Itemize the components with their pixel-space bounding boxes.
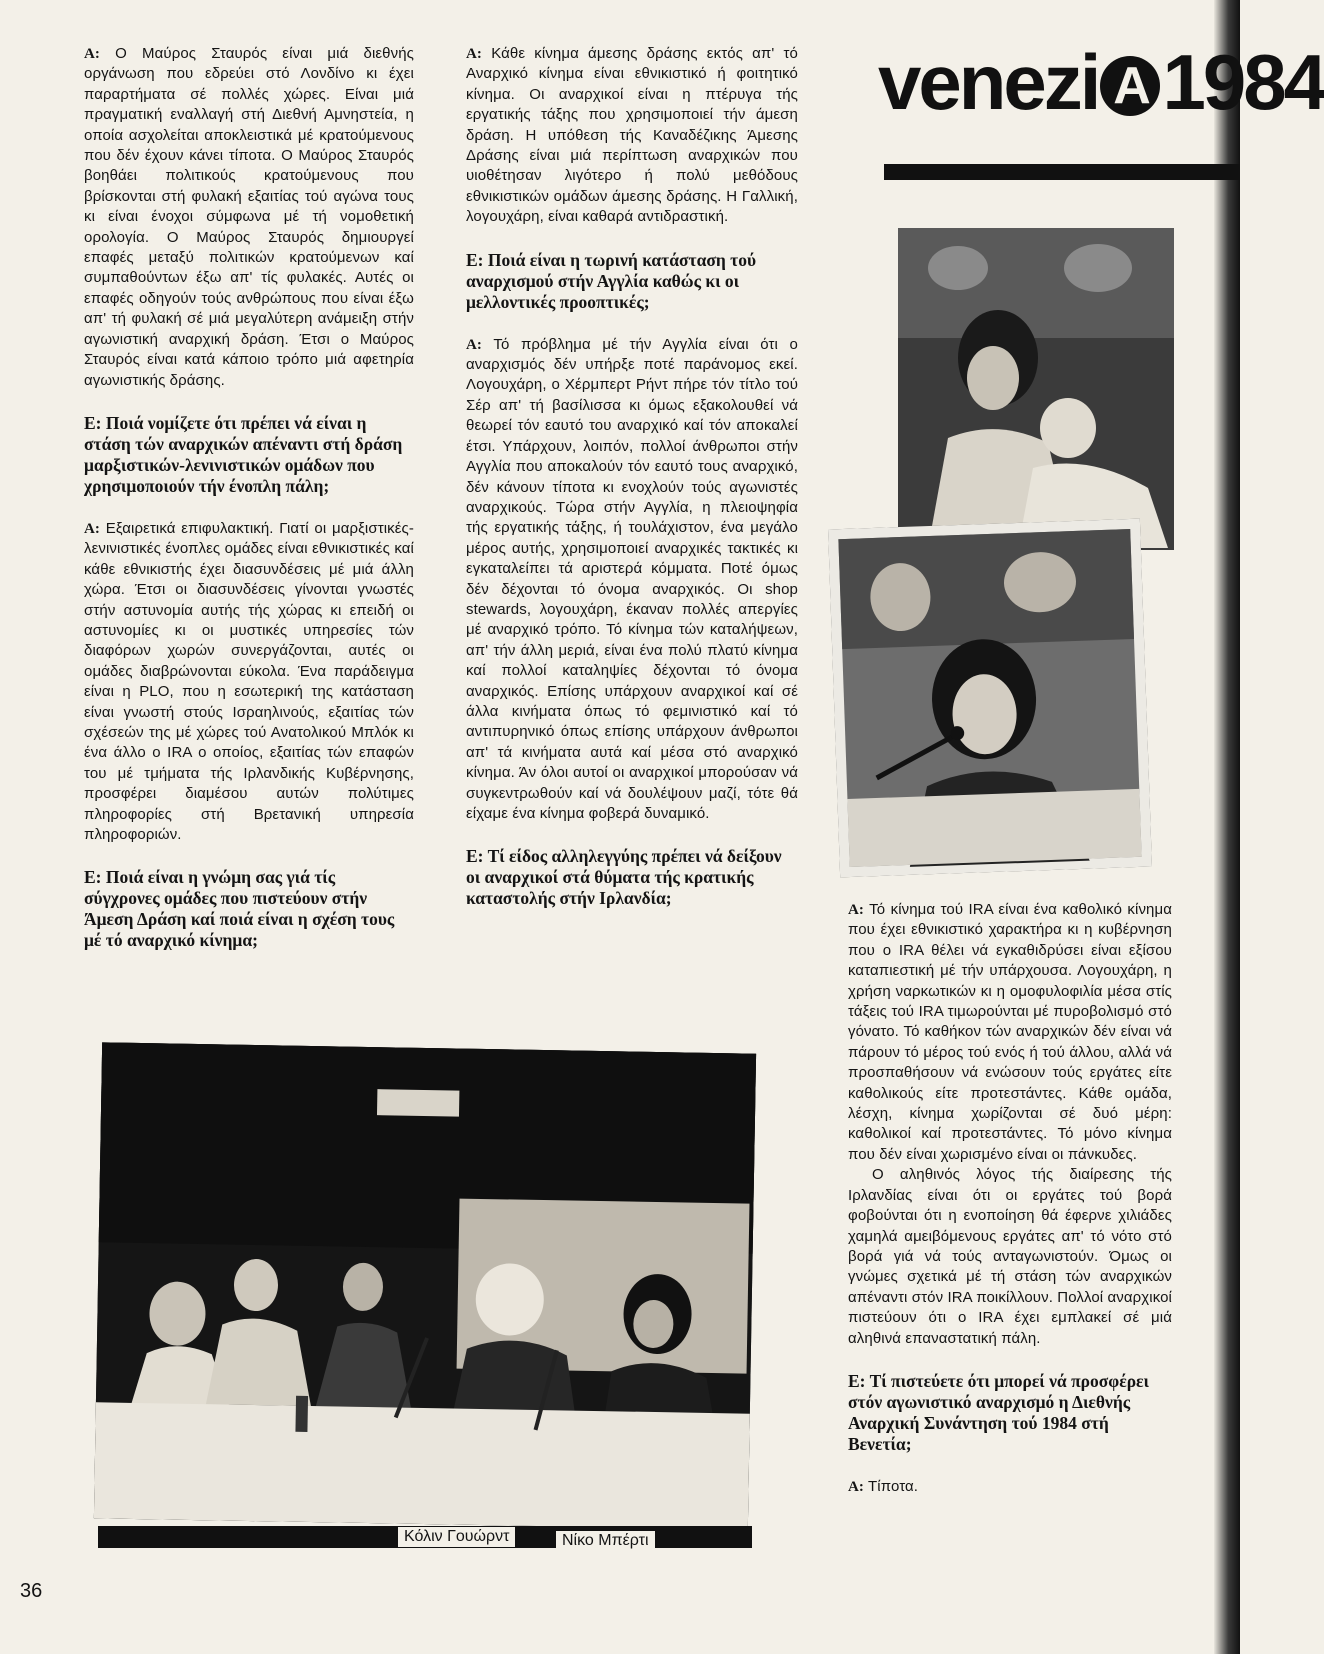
question-paragraph: [466, 250, 798, 313]
venezia-1984-logo: venezi A 1984: [878, 38, 1324, 126]
answer-text: Εξαιρετικά επιφυλακτική. Γιατί οι μαρξιστικές-λενινιστικές ένοπλες ομάδες είναι εθνικιστικές καί κάθε εθνικιστής έχει διασυνδέσεις μέ μιά άλλη χώρα. Έτσι οι διασυνδέσεις γίνονται γνωστές στήν αστυνομία αυτής τής χώρας κι επειδή οι αστυνομίες κι οι μυστικές υπηρεσίες τών διαφόρων χωρών συνεργάζονται, αυτές οι ομάδες διαβρώνονται εύκολα. Ένα παράδειγμα είναι η PLO, που η εσωτερική της κατάσταση είναι γνωστή στούς Ισραηλινούς, εξαιτίας τών σχέσεών της μέ χώρες τού Ανατολικού Μπλόκ κι ένα άλλο ο IRA ο οποίος, εξαιτίας τών επαφών του μέ τμήματα τής Ιρλανδικής Κυβέρνησης, προσφέρει διαμέσου αυτών πολύτιμες πληροφορίες στή Βρετανική υπηρεσία πληροφοριών.: [84, 519, 414, 843]
question-text: Ποιά είναι η γνώμη σας γιά τίς σύγχρονες ομάδες που πιστεύουν στήν Άμεση Δράση καί ποιά είναι η σχέση τους μέ τό αναρχικό κίνημα;: [84, 867, 395, 951]
speaker-label: Α:: [848, 902, 865, 918]
answer-paragraph: [848, 1477, 1172, 1497]
question-paragraph: [84, 413, 414, 497]
answer-paragraph: [84, 44, 414, 391]
speaker-label: Ε:: [466, 846, 484, 867]
column-3: [848, 900, 1172, 1497]
header-rule: [884, 164, 1240, 180]
question-text: Τί είδος αλληλεγγύης πρέπει νά δείξουν οι αναρχικοί στά θύματα τής κρατικής καταστολής στήν Ιρλανδία;: [466, 846, 782, 909]
column-2: [466, 44, 798, 909]
speaker-label: Ε:: [84, 412, 102, 433]
photo-woman-at-microphone: [828, 519, 1152, 878]
speaker-label: Α:: [466, 336, 483, 353]
photo-mother-with-baby: [898, 228, 1174, 550]
answer-paragraph: [84, 519, 414, 846]
speaker-label: Α:: [84, 520, 101, 537]
speaker-label: Α:: [466, 46, 483, 62]
answer-paragraph: [848, 1165, 1172, 1349]
caption-left: Κόλιν Γουώρντ: [398, 1527, 515, 1547]
caption-right: Νίκο Μπέρτι: [556, 1531, 655, 1551]
speaker-label: Ε:: [466, 249, 484, 270]
answer-text: Ο αληθινός λόγος τής διαίρεσης τής Ιρλανδίας είναι ότι οι εργάτες τού βορά φοβούνται ότι η ενοποίηση θά έφερνε χιλιάδες χαμηλά αμειβόμενους εργάτες απ' τό νότο στό βορά γιά νά τούς ανταγωνιστούν. Όμως οι γνώμες σχετικά μέ τή στάση τών αναρχικών απέναντι στόν IRA ποικίλλουν. Πολλοί αναρχικοί πιστεύουν ότι ο IRA έχει εμπλακεί σέ μιά αληθινά επαναστατική πάλη.: [848, 1166, 1172, 1347]
answer-paragraph: [848, 900, 1172, 1165]
question-paragraph: [466, 846, 798, 909]
answer-text: Τό κίνημα τού IRA είναι ένα καθολικό κίνημα που έχει εθνικιστικό χαρακτήρα κι η κυβέρνηση που ο IRA θέλει νά εγκαθιδρύσει είναι εξίσου καταπιεστική μέ τήν υπάρχουσα. Λογουχάρη, η χρήση ναρκωτικών κι η ομοφυλοφιλία μέσα στίς τάξεις τού IRA τιμωρούνται μέ πυροβολισμό στό γόνατο. Τό καθήκον τών αναρχικών δέν είναι νά πάρουν τό μέρος τού ενός ή τού άλλου, αλλά νά προσπαθήσουν νά ενώσουν τούς εργάτες είτε καθολικούς είτε προτεστάντες. Κάθε ομάδα, λέσχη, κίνημα χωρίζονται σέ δυό μέρη: καθολικοί καί προτεστάντες. Τό μόνο κίνημα που δέν είναι χωρισμένο είναι οι πάνκυδες.: [848, 901, 1172, 1163]
answer-text: Κάθε κίνημα άμεσης δράσης εκτός απ' τό Αναρχικό κίνημα είναι εθνικιστικό ή φοιτητικό κίνημα. Οι αναρχικοί είναι η πτέρυγα τής εργατικής τάξης που χρησιμοποιεί τήν άμεση δράση. Η υπόθεση τής Καναδέζικης Άμεσης Δράσης είναι μιά περίπτωση αναρχικών που υιοθέτησαν λιγότερο ή πολύ μεθόδους εθνικιστικών ομάδων άμεσης δράσης. Η Γαλλική, λογουχάρη, είναι καθαρά αντιδραστική.: [466, 45, 798, 226]
answer-text: Τό πρόβλημα μέ τήν Αγγλία είναι ότι ο αναρχισμός δέν υπήρξε ποτέ παράνομος εκεί. Λογουχάρη, ο Χέρμπερτ Ρήντ πήρε τόν τίτλο τού Σέρ απ' τή βασίλισσα κι όμως εξακολουθεί νά θεωρεί τόν εαυτό του αναρχικό καί τόν αποκαλεί έτσι. Υπάρχουν, λοιπόν, πολλοί άνθρωποι στήν Αγγλία που αποκαλούν τόν εαυτό τους αναρχικό, δέν κάνουν τίποτα κι ενοχλούν τούς αγωνιστές αναρχικούς. Τώρα στήν Αγγλία, η πλειοψηφία τής εργατικής τάξης, ή τουλάχιστον, ένα μεγάλο μέρος αυτής, χρησιμοποιεί αναρχικές τακτικές κι εγκαταλείπει τά αριστερά κόμματα. Ποτέ όμως δέν δέχονται τό όνομα αναρχικός. Οι shop stewards, λογουχάρη, έκαναν πολλές απεργίες μέ αναρχικό τρόπο. Τό κίνημα τών καταλήψεων, απ' τήν άλλη μεριά, είναι ένα πολύ πλατύ κίνημα καί πολλοί καταληψίες δέχονται τό όνομα αναρχικός. Επίσης υπάρχουν αναρχικοί καί σέ άλλα κινήματα όπως τό φεμινιστικό καί τό αντιπυρηνικό όπως επίσης υπάρχουν άνθρωποι απ' τά κινήματα αυτά καί μέσα στό αναρχικό κίνημα. Άν όλοι αυτοί οι αναρχικοί μπορούσαν νά συγκεντρωθούν καί νά δουλέψουν μαζί, τότε θά είχαμε ένα κίνημα φοβερά δυναμικό.: [466, 335, 799, 822]
speaker-label: Ε:: [84, 867, 102, 888]
question-paragraph: [848, 1371, 1172, 1455]
answer-paragraph: [466, 335, 798, 825]
speaker-label: Α:: [848, 1478, 865, 1495]
anarchy-a-icon: A: [1100, 56, 1160, 116]
question-paragraph: [84, 867, 414, 951]
answer-paragraph: [466, 44, 798, 228]
page-number: 36: [20, 1580, 43, 1602]
speaker-label: Α:: [84, 46, 101, 62]
answer-text: Ο Μαύρος Σταυρός είναι μιά διεθνής οργάνωση που εδρεύει στό Λονδίνο κι έχει παραρτήματα σέ πολλές χώρες. Είναι μιά πραγματική εναλλαγή στή Διεθνή Αμνηστεία, η οποία ασχολείται αποκλειστικά μέ κρατούμενους που δέν έχουν κάνει τίποτα. Ο Μαύρος Σταυρός βοηθάει πολιτικούς κρατούμενους που βρίσκονται στή φυλακή εξαιτίας τού αγώνα τους κι είναι ένοχοι σύμφωνα μέ τή νομοθετική ορολογία. Ο Μαύρος Σταυρός δημιουργεί επαφές μεταξύ πολιτικών κρατούμενων καί συμπαθούντων έξω απ' τίς φυλακές. Αυτές οι επαφές οδηγούν τούς ανθρώπους που είναι έξω απ' τή φυλακή σέ μιά μεγαλύτερη ανάμειξη στήν αγωνιστική αναρχική δράση. Έτσι ο Μαύρος Σταυρός είναι κατά κάποιο τρόπο μιά αφετηρία αγωνιστικής δράσης.: [84, 45, 414, 389]
question-text: Ποιά νομίζετε ότι πρέπει νά είναι η στάση τών αναρχικών απέναντι στή δράση μαρξιστικών-λενινιστικών ομάδων που χρησιμοποιούν τήν ένοπλη πάλη;: [84, 412, 403, 496]
page-edge: [1214, 0, 1240, 1654]
question-text: Ποιά είναι η τωρινή κατάσταση τού αναρχισμού στήν Αγγλία καθώς κι οι μελλοντικές προοπτικές;: [466, 249, 757, 312]
answer-text: Τίποτα.: [868, 1477, 919, 1495]
question-text: Τί πιστεύετε ότι μπορεί νά προσφέρει στόν αγωνιστικό αναρχισμό η Διεθνής Αναρχική Συνάντηση τού 1984 στή Βενετία;: [848, 1370, 1149, 1454]
column-1: [84, 44, 414, 951]
speaker-label: Ε:: [848, 1370, 866, 1391]
photo-press-conference: [94, 1042, 756, 1529]
